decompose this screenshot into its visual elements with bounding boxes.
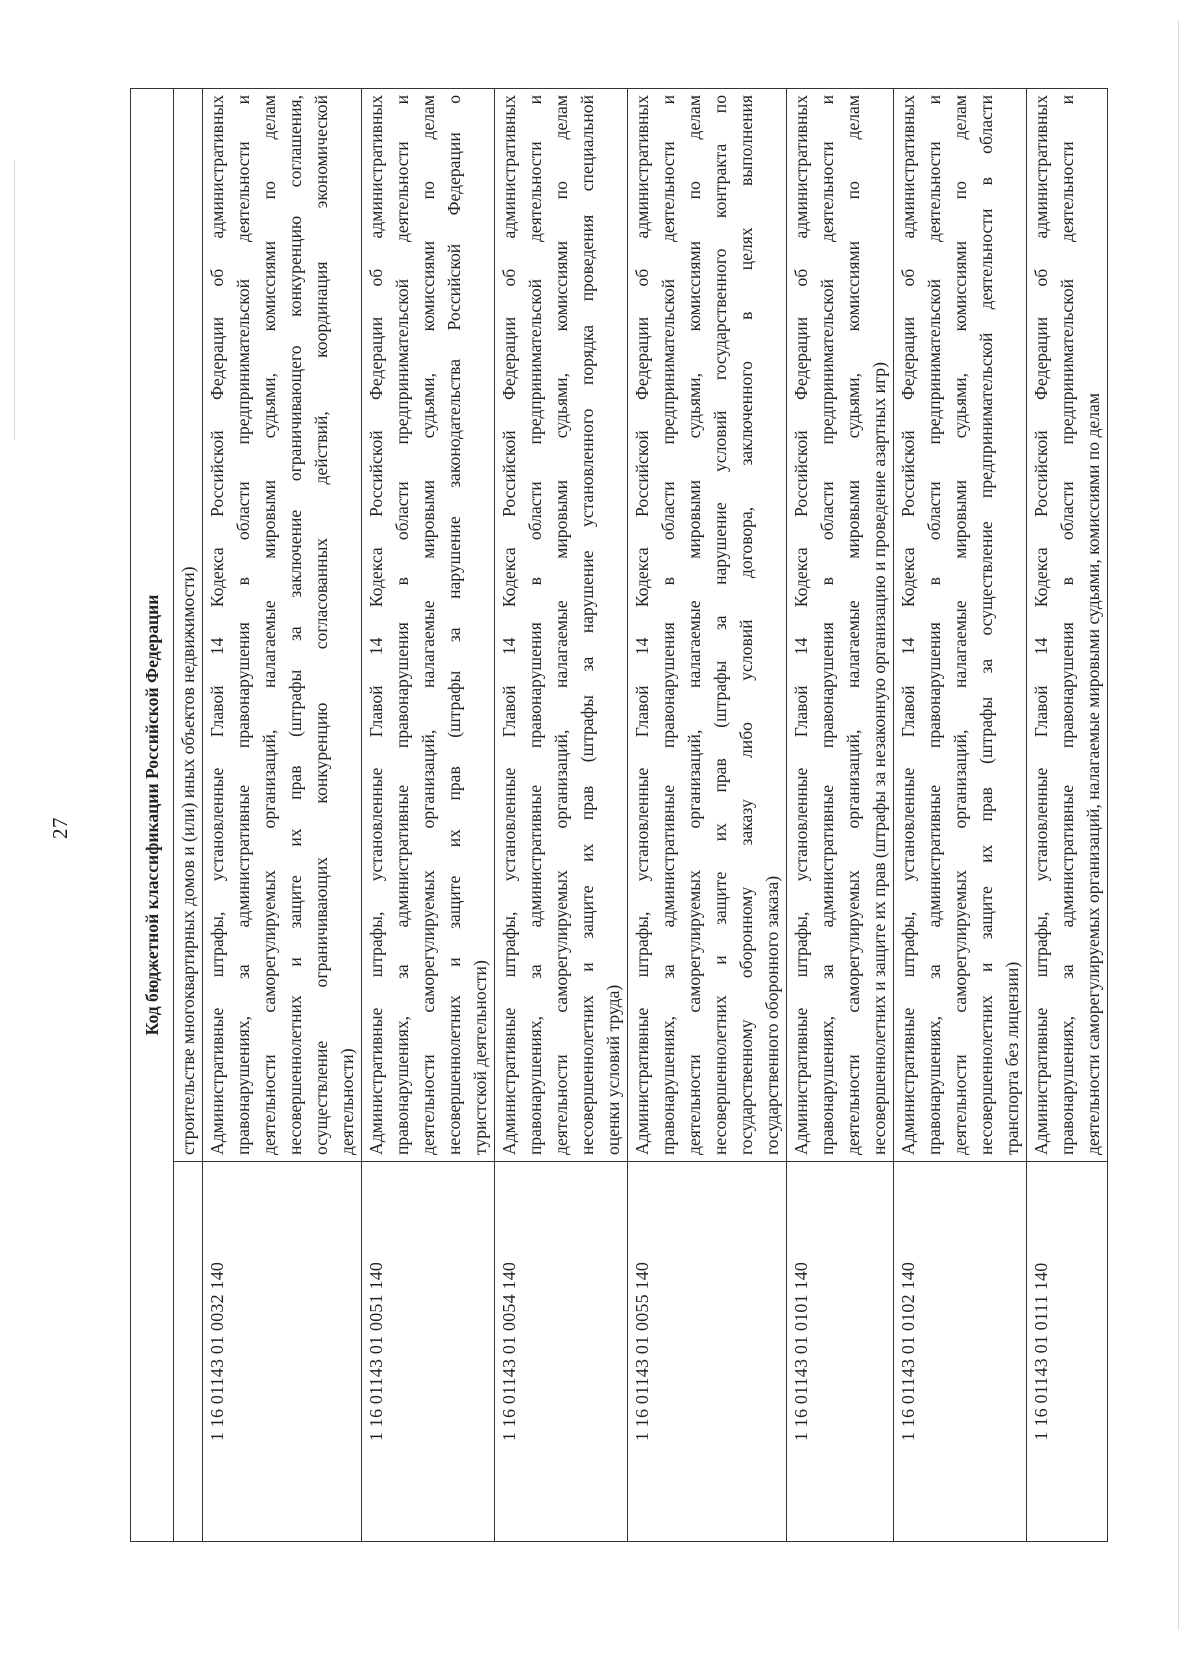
description-line: Административные штрафы, установленные Главой 14 Кодекса Российской Федерации об административных [366, 95, 386, 1155]
description-line: осуществление ограничивающих конкуренцию согласованных действий, координация экономической [311, 95, 331, 1155]
budget-code-cell: 1 16 01143 01 0102 140 [894, 1162, 1027, 1542]
description-line: правонарушениях, за административные правонарушения в области предпринимательской деятельности и [817, 95, 837, 1155]
description-line: деятельности саморегулируемых организаций, налагаемые мировыми судьями, комиссиями по делам [684, 95, 704, 1155]
table-body [174, 89, 1108, 1542]
scan-edge-mark [14, 160, 15, 440]
description-line: деятельности саморегулируемых организаций, налагаемые мировыми судьями, комиссиями по делам [418, 95, 438, 1155]
rotated-sheet [130, 88, 1110, 1542]
description-line: деятельности саморегулируемых организаций, налагаемые мировыми судьями, комиссиями по делам [843, 95, 863, 1155]
description-cell [495, 89, 628, 1162]
description-line: правонарушениях, за административные правонарушения в области предпринимательской деятельности и [392, 95, 412, 1155]
description-line: деятельности) [337, 1048, 357, 1155]
description-line: правонарушениях, за административные правонарушения в области предпринимательской деятельности и [1057, 95, 1077, 1155]
description-line: правонарушениях, за административные правонарушения в области предпринимательской деятельности и [233, 95, 253, 1155]
description-cell [628, 89, 787, 1162]
table-row [203, 89, 362, 1542]
description-line: Административные штрафы, установленные Главой 14 Кодекса Российской Федерации об административных [1031, 95, 1051, 1155]
description-line: государственному оборонному заказу либо условий договора, заключенного в целях выполнения [736, 95, 756, 1155]
description-line: деятельности саморегулируемых организаций, налагаемые мировыми судьями, комиссиями по делам [259, 95, 279, 1155]
description-line: правонарушениях, за административные правонарушения в области предпринимательской деятельности и [658, 95, 678, 1155]
description-line: несовершеннолетних и защите их прав (штрафы за нарушение установленного порядка проведения специальной [577, 95, 597, 1155]
budget-code-cell: 1 16 01143 01 0054 140 [495, 1162, 628, 1542]
description-line: несовершеннолетних и защите их прав (штрафы за нарушение условий государственного контракта по [710, 95, 730, 1155]
description-line: несовершеннолетних и защите их прав (штрафы за нарушение законодательства Российской Федерации о [444, 95, 464, 1155]
description-line: Административные штрафы, установленные Главой 14 Кодекса Российской Федерации об административных [898, 95, 918, 1155]
description-cell [787, 89, 894, 1162]
description-line: транспорта без лицензии) [1002, 961, 1022, 1155]
budget-code-cell: 1 16 01143 01 0055 140 [628, 1162, 787, 1542]
description-line: несовершеннолетних и защите их прав (штрафы за осуществление предпринимательской деятельности в области [976, 95, 996, 1155]
description-line: несовершеннолетних и защите их прав (штрафы за незаконную организацию и проведение азартных игр) [869, 362, 889, 1155]
table-header-row [131, 89, 174, 1542]
description-cell [203, 89, 362, 1162]
scan-edge-mark [1178, 20, 1179, 1630]
page-number: 27 [48, 817, 72, 839]
description-line: деятельности саморегулируемых организаций, налагаемые мировыми судьями, комиссиями по делам [950, 95, 970, 1155]
description-line: правонарушениях, за административные правонарушения в области предпринимательской деятельности и [525, 95, 545, 1155]
table-row [1027, 89, 1108, 1542]
table-row [628, 89, 787, 1542]
description-line: Административные штрафы, установленные Главой 14 Кодекса Российской Федерации об административных [632, 95, 652, 1155]
description-cell [894, 89, 1027, 1162]
table-header: Код бюджетной классификации Российской Федерации [131, 89, 174, 1542]
description-cell [1027, 89, 1108, 1162]
budget-code-table [130, 88, 1108, 1542]
description-line: туристской деятельности) [470, 960, 490, 1155]
table-row [894, 89, 1027, 1542]
description-line: правонарушениях, за административные правонарушения в области предпринимательской деятельности и [924, 95, 944, 1155]
table-row [787, 89, 894, 1542]
description-cell [174, 89, 203, 1162]
description-line: деятельности саморегулируемых организаций, налагаемые мировыми судьями, комиссиями по делам [1083, 393, 1103, 1155]
description-line: Административные штрафы, установленные Главой 14 Кодекса Российской Федерации об административных [791, 95, 811, 1155]
description-line: Административные штрафы, установленные Главой 14 Кодекса Российской Федерации об административных [207, 95, 227, 1155]
table-row [495, 89, 628, 1542]
description-line: деятельности саморегулируемых организаций, налагаемые мировыми судьями, комиссиями по делам [551, 95, 571, 1155]
description-line: Административные штрафы, установленные Главой 14 Кодекса Российской Федерации об административных [499, 95, 519, 1155]
description-line: несовершеннолетних и защите их прав (штрафы за заключение ограничивающего конкуренцию соглашения, [285, 95, 305, 1155]
continuation-row [174, 89, 203, 1542]
budget-code-cell: 1 16 01143 01 0032 140 [203, 1162, 362, 1542]
budget-code-cell: 1 16 01143 01 0111 140 [1027, 1162, 1108, 1542]
description-cell [362, 89, 495, 1162]
budget-code-cell: 1 16 01143 01 0101 140 [787, 1162, 894, 1542]
table-row [362, 89, 495, 1542]
budget-code-cell: 1 16 01143 01 0051 140 [362, 1162, 495, 1542]
description-line: государственного оборонного заказа) [762, 875, 782, 1155]
description-line: оценки условий труда) [603, 984, 623, 1155]
description-line: строительстве многоквартирных домов и (или) иных объектов недвижимости) [178, 566, 198, 1155]
code-cell [174, 1162, 203, 1542]
